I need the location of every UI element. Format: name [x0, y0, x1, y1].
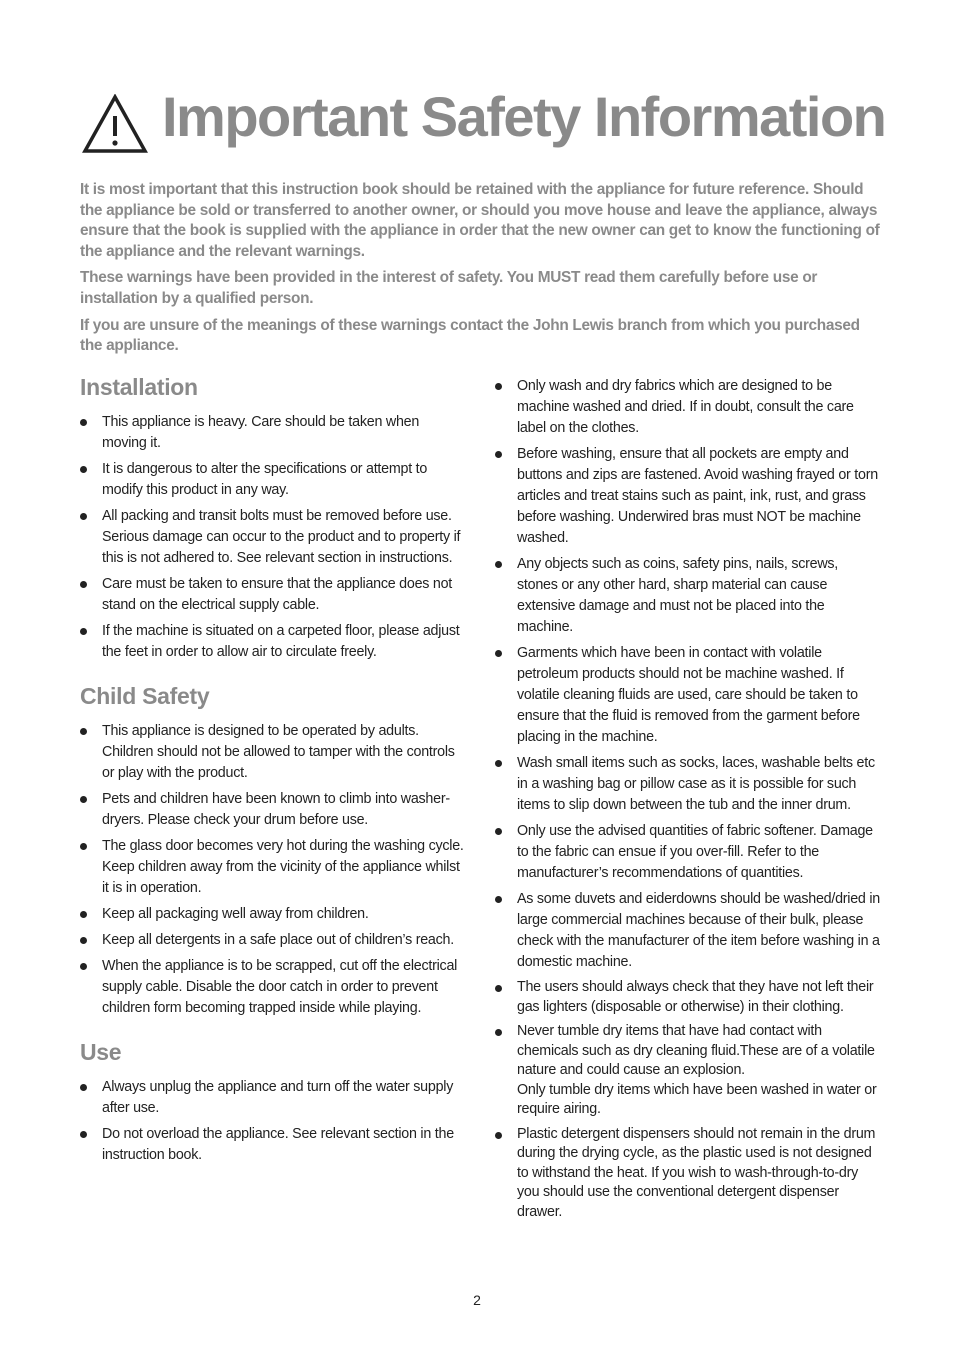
list-item: When the appliance is to be scrapped, cut off the electrical supply cable. Disable the door catch in order to prevent children form becoming trapped inside while playing.: [80, 956, 465, 1019]
bullet-icon: [80, 963, 87, 970]
warning-triangle-icon: [82, 94, 148, 154]
list-item: Only wash and dry fabrics which are designed to be machine washed and dried. If in doubt, consult the care label on the clothes.: [495, 376, 880, 439]
bullet-icon: [80, 1084, 87, 1091]
page-title: Important Safety Information: [162, 85, 886, 148]
list-item: It is dangerous to alter the specifications or attempt to modify this product in any way.: [80, 459, 465, 501]
bullet-icon: [80, 911, 87, 918]
bullet-icon: [80, 466, 87, 473]
bullet-icon: [80, 843, 87, 850]
bullet-icon: [80, 1131, 87, 1138]
list-item: Never tumble dry items that have had contact with chemicals such as dry cleaning fluid.These are of a volatile nature and could cause an explosion. Only tumble dry items which have been washed in water or require airing.: [495, 1022, 880, 1120]
use-list-left: [80, 1077, 465, 1166]
list-item: Care must be taken to ensure that the appliance does not stand on the electrical supply cable.: [80, 574, 465, 616]
list-item: This appliance is designed to be operated by adults. Children should not be allowed to tamper with the controls or play with the product.: [80, 721, 465, 784]
list-item: As some duvets and eiderdowns should be washed/dried in large commercial machines because of their bulk, please check with the manufacturer of the item before washing in a domestic machine.: [495, 889, 880, 973]
list-item: Garments which have been in contact with volatile petroleum products should not be machine washed. If volatile cleaning fluids are used, care should be taken to ensure that the fluid is removed from the garment before placing in the machine.: [495, 643, 880, 748]
list-item: Plastic detergent dispensers should not remain in the drum during the drying cycle, as the plastic used is not designed to withstand the heat. If you wish to wash-through-to-dry you should use the conventional detergent dispenser drawer.: [495, 1125, 880, 1223]
bullet-icon: [80, 628, 87, 635]
bullet-icon: [80, 419, 87, 426]
bullet-icon: [495, 1029, 502, 1036]
page-number: 2: [473, 1292, 481, 1308]
list-item: Always unplug the appliance and turn off the water supply after use.: [80, 1077, 465, 1119]
list-item: Keep all detergents in a safe place out of children’s reach.: [80, 930, 465, 951]
bullet-icon: [80, 937, 87, 944]
list-item: All packing and transit bolts must be removed before use. Serious damage can occur to the product and to property if this is not adhered to. See relevant section in instructions.: [80, 506, 465, 569]
list-item: Pets and children have been known to climb into washer-dryers. Please check your drum before use.: [80, 789, 465, 831]
bullet-icon: [495, 828, 502, 835]
use-heading: Use: [80, 1039, 122, 1065]
intro-paragraph: These warnings have been provided in the interest of safety. You MUST read them carefully before use or installation by a qualified person.: [80, 269, 818, 307]
list-item: The users should always check that they have not left their gas lighters (disposable or otherwise) in their clothing.: [495, 978, 880, 1017]
installation-heading: Installation: [80, 374, 198, 400]
list-item: Any objects such as coins, safety pins, nails, screws, stones or any other hard, sharp material can cause extensive damage and must not be placed into the machine.: [495, 554, 880, 638]
bullet-icon: [495, 1132, 502, 1139]
bullet-icon: [495, 383, 502, 390]
bullet-icon: [495, 451, 502, 458]
intro-paragraph: If you are unsure of the meanings of these warnings contact the John Lewis branch from which you purchased the appliance.: [80, 316, 860, 355]
bullet-icon: [495, 561, 502, 568]
bullet-icon: [495, 760, 502, 767]
list-item: Keep all packaging well away from children.: [80, 904, 465, 925]
intro-block: [80, 180, 880, 363]
list-item: Only use the advised quantities of fabric softener. Damage to the fabric can ensue if you over-fill. Refer to the manufacturer’s recommendations of quantities.: [495, 821, 880, 884]
bullet-icon: [80, 796, 87, 803]
title-row: [80, 78, 886, 158]
child-safety-heading: Child Safety: [80, 683, 210, 709]
child-safety-list: [80, 721, 465, 1019]
list-item: The glass door becomes very hot during the washing cycle. Keep children away from the vicinity of the appliance whilst it is in operation.: [80, 836, 465, 899]
list-item-continuation: Only tumble dry items which have been washed in water or require airing.: [517, 1081, 877, 1117]
list-item: Before washing, ensure that all pockets are empty and buttons and zips are fastened. Avoid washing frayed or torn articles and treat stains such as paint, ink, rust, and grass before washing. Underwired bras must NOT be machine washed.: [495, 444, 880, 549]
bullet-icon: [80, 728, 87, 735]
installation-list: [80, 412, 465, 663]
intro-paragraph: It is most important that this instruction book should be retained with the appliance for future reference. Should the appliance be sold or transferred to another owner, or should you move house and leave the appliance, always ensure that the book is supplied with the appliance in order that the new owner can get to know the functioning of the appliance and the relevant warnings.: [80, 181, 880, 260]
list-item: Do not overload the appliance. See relevant section in the instruction book.: [80, 1124, 465, 1166]
use-list-right: [495, 376, 880, 1222]
left-column: [80, 372, 465, 1171]
bullet-icon: [80, 581, 87, 588]
list-item: If the machine is situated on a carpeted floor, please adjust the feet in order to allow air to circulate freely.: [80, 621, 465, 663]
right-column: [495, 376, 880, 1227]
bullet-icon: [495, 650, 502, 657]
list-item: Wash small items such as socks, laces, washable belts etc in a washing bag or pillow case as it is possible for such items to slip down between the tub and the inner drum.: [495, 753, 880, 816]
list-item: This appliance is heavy. Care should be taken when moving it.: [80, 412, 465, 454]
bullet-icon: [495, 896, 502, 903]
bullet-icon: [80, 513, 87, 520]
bullet-icon: [495, 985, 502, 992]
